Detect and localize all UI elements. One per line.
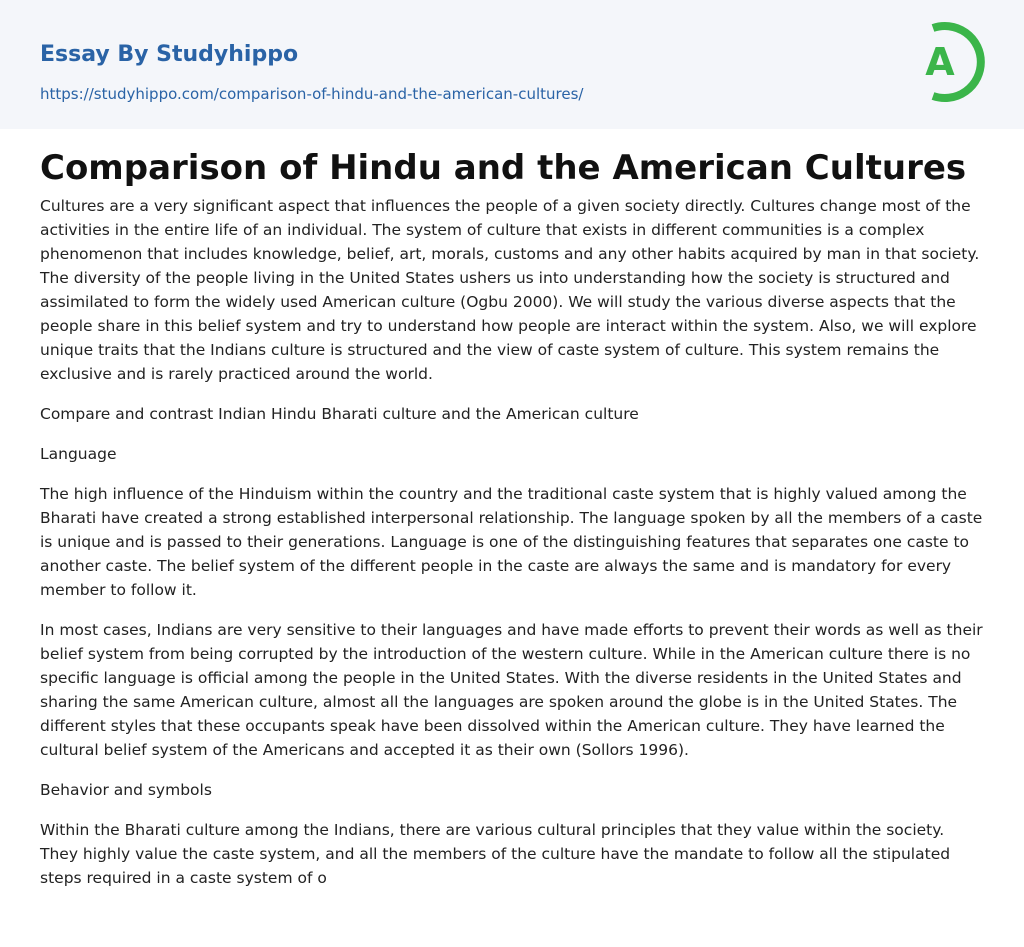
paragraph-subheading-compare: Compare and contrast Indian Hindu Bharati culture and the American culture xyxy=(40,405,639,423)
logo-letter: A xyxy=(925,40,955,84)
site-header xyxy=(0,0,1024,129)
paragraph-intro: Cultures are a very significant aspect that influences the people of a given society directly. Cultures change most of the activities in the entire life of an individual. The system of culture that exists in different communities is a complex phenomenon that includes knowledge, belief, art, morals, customs and any other habits acquired by man in that society. The diversity of the people living in the United States ushers us into understanding how the society is structured and assimilated to form the widely used American culture (Ogbu 2000). We will study the various diverse aspects that the people share in this belief system and try to understand how people are interact within the system. Also, we will explore unique traits that the Indians culture is structured and the view of caste system of culture. This system remains the exclusive and is rarely practiced around the world. xyxy=(40,197,980,383)
paragraph-behavior-1: Within the Bharati culture among the Indians, there are various cultural principles that they value within the society. They highly value the caste system, and all the members of the culture have the mandate to follow all the stipulated steps required in a caste system of o xyxy=(40,821,951,887)
studyhippo-logo-icon[interactable] xyxy=(911,19,987,105)
page-title: Comparison of Hindu and the American Cultures xyxy=(40,148,967,188)
paragraph-heading-behavior: Behavior and symbols xyxy=(40,781,212,799)
essay-url-link[interactable]: https://studyhippo.com/comparison-of-hindu-and-the-american-cultures/ xyxy=(40,85,584,103)
article xyxy=(40,144,984,906)
paragraph-heading-language: Language xyxy=(40,445,117,463)
paragraph-language-2: In most cases, Indians are very sensitive to their languages and have made efforts to prevent their words as well as their belief system from being corrupted by the introduction of the western culture. While in the American culture there is no specific language is official among the people in the United States. With the diverse residents in the United States and sharing the same American culture, almost all the languages are spoken around the globe is in the United States. The different styles that these occupants speak have been dissolved within the American culture. They have learned the cultural belief system of the Americans and accepted it as their own (Sollors 1996). xyxy=(40,621,983,759)
site-brand-title[interactable]: Essay By Studyhippo xyxy=(40,42,299,67)
paragraph-language-1: The high influence of the Hinduism within the country and the traditional caste system that is highly valued among the Bharati have created a strong established interpersonal relationship. The language spoken by all the members of a caste is unique and is passed to their generations. Language is one of the distinguishing features that separates one caste to another caste. The belief system of the different people in the caste are always the same and is mandatory for every member to follow it. xyxy=(40,485,983,599)
